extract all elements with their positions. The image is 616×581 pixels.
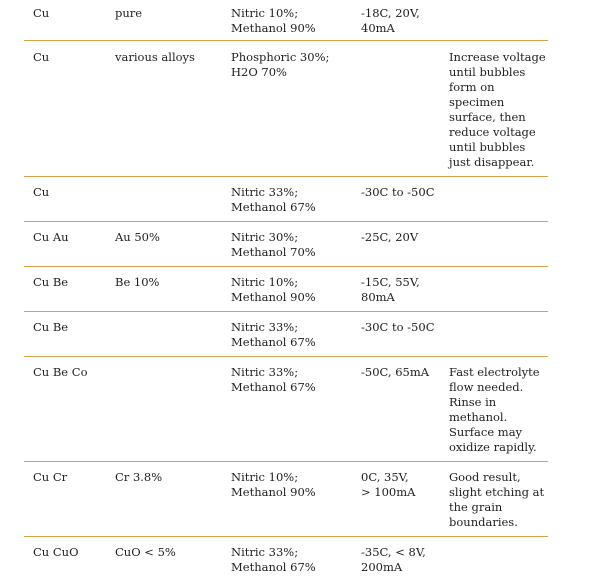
notes-cell: Increase voltage until bubbles form on specimen surface, then reduce voltage until bubbles just disappear. (449, 50, 546, 169)
electrolyte-cell: Nitric 10%; Methanol 90% (231, 6, 316, 35)
material-cell: Cu Be (33, 320, 69, 334)
conditions-cell: -35C, < 8V, 200mA (361, 545, 426, 574)
composition-cell: Be 10% (115, 275, 160, 289)
electrolyte-cell: Nitric 33%; Methanol 67% (231, 320, 316, 349)
material-cell: Cu Cr (33, 470, 68, 484)
material-cell: Cu Be Co (33, 365, 88, 379)
notes-cell: Fast electrolyte flow needed. Rinse in methanol. Surface may oxidize rapidly. (449, 365, 540, 454)
conditions-cell: -25C, 20V (361, 230, 419, 244)
conditions-cell: -18C, 20V, 40mA (361, 6, 420, 35)
electrolyte-cell: Nitric 30%; Methanol 70% (231, 230, 316, 259)
material-cell: Cu (33, 50, 50, 64)
material-cell: Cu Be (33, 275, 69, 289)
row-divider (24, 536, 548, 537)
electrolyte-cell: Phosphoric 30%; H2O 70% (231, 50, 330, 79)
composition-cell: Cr 3.8% (115, 470, 163, 484)
notes-cell: Good result, slight etching at the grain boundaries. (449, 470, 545, 529)
row-divider (24, 221, 548, 222)
row-divider (24, 266, 548, 267)
composition-cell: pure (115, 6, 143, 20)
electrolyte-cell: Nitric 10%; Methanol 90% (231, 470, 316, 499)
row-divider (24, 311, 548, 312)
material-cell: Cu (33, 185, 50, 199)
composition-cell: Au 50% (115, 230, 160, 244)
conditions-cell: -50C, 65mA (361, 365, 430, 379)
row-divider (24, 40, 548, 41)
row-divider (24, 356, 548, 357)
composition-cell: various alloys (115, 50, 195, 64)
electrolyte-cell: Nitric 10%; Methanol 90% (231, 275, 316, 304)
material-cell: Cu (33, 6, 50, 20)
row-divider (24, 461, 548, 462)
conditions-cell: -30C to -50C (361, 185, 435, 199)
electrolyte-cell: Nitric 33%; Methanol 67% (231, 365, 316, 394)
electrolyte-cell: Nitric 33%; Methanol 67% (231, 545, 316, 574)
material-cell: Cu Au (33, 230, 69, 244)
conditions-cell: -30C to -50C (361, 320, 435, 334)
composition-cell: CuO < 5% (115, 545, 176, 559)
electrolyte-cell: Nitric 33%; Methanol 67% (231, 185, 316, 214)
conditions-cell: -15C, 55V, 80mA (361, 275, 420, 304)
conditions-cell: 0C, 35V, > 100mA (361, 470, 416, 499)
material-cell: Cu CuO (33, 545, 79, 559)
row-divider (24, 176, 548, 177)
